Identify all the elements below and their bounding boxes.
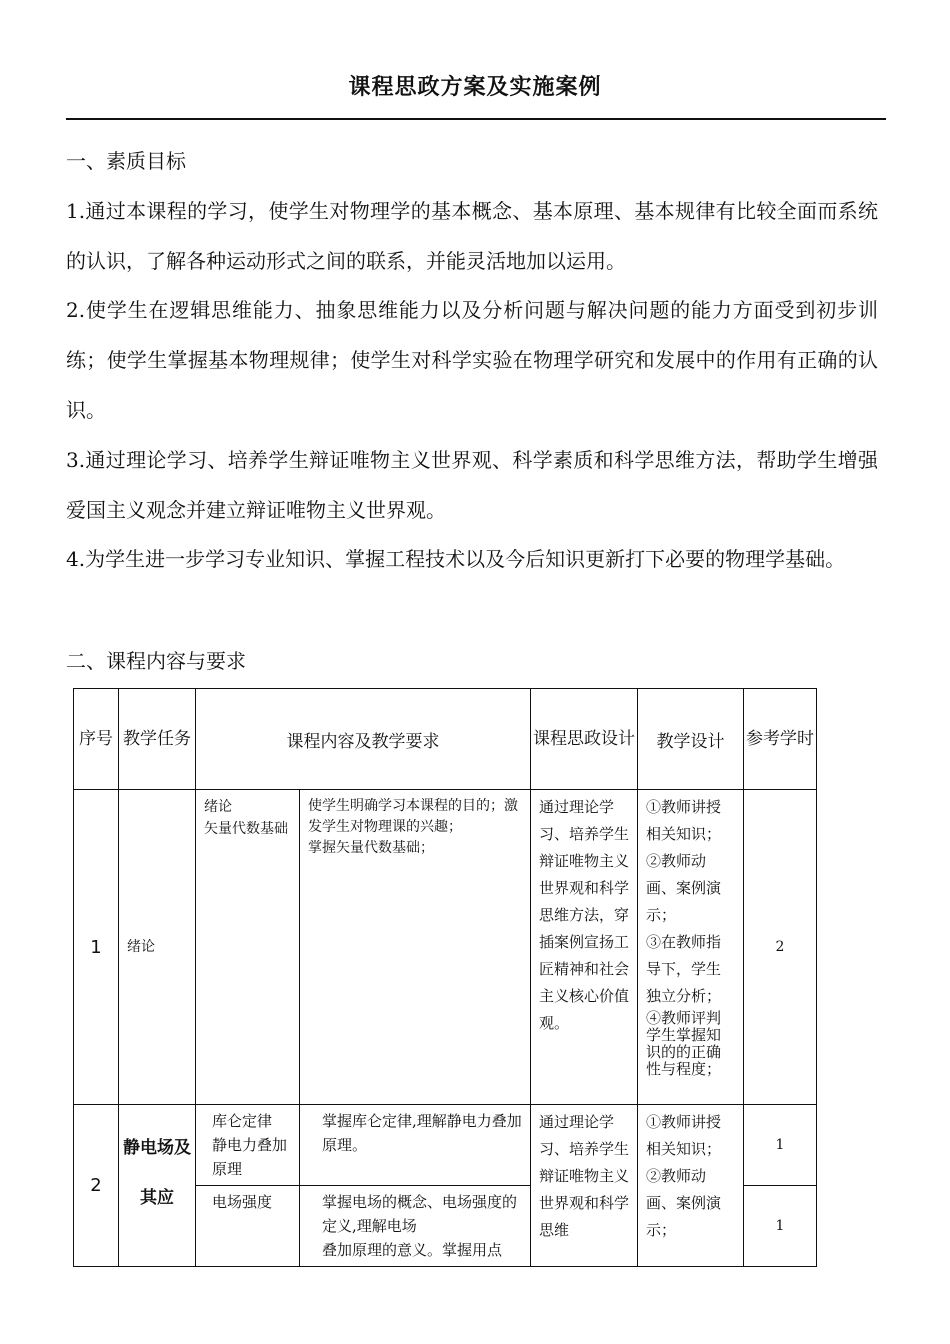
row1-requirement: 使学生明确学习本课程的目的；激发学生对物理课的兴趣； 掌握矢量代数基础； xyxy=(300,790,531,1105)
page-title: 课程思政方案及实施案例 xyxy=(348,75,602,100)
table-row xyxy=(74,790,817,1105)
row2-sub2-topic: 电场强度 xyxy=(196,1186,300,1267)
header-ideology: 课程思政设计 xyxy=(531,689,638,790)
row2-sub1-topic: 库仑定律 静电力叠加原理 xyxy=(196,1105,300,1186)
section2-heading: 二、课程内容与要求 xyxy=(66,649,246,673)
row2-task: 静电场及其应 xyxy=(119,1105,196,1267)
goal-item-1: 1.通过本课程的学习，使学生对物理学的基本概念、基本原理、基本规律有比较全面而系统的认识，了解各种运动形式之间的联系，并能灵活地加以运用。 xyxy=(66,199,878,273)
goal-item-3: 3.通过理论学习、培养学生辩证唯物主义世界观、科学素质和科学思维方法，帮助学生增强爱国主义观念并建立辩证唯物主义世界观。 xyxy=(66,448,878,522)
row1-design-step: ①教师讲授相关知识； xyxy=(646,798,722,843)
row2-sub2-hours: 1 xyxy=(744,1186,817,1267)
goal-item-2: 2.使学生在逻辑思维能力、抽象思维能力以及分析问题与解决问题的能力方面受到初步训练；使学生掌握基本物理规律；使学生对科学实验在物理学研究和发展中的作用有正确的认识。 xyxy=(66,298,878,422)
row2-design xyxy=(638,1105,744,1267)
row1-design-step: ④教师评判学生掌握知识的的正确性与程度； xyxy=(646,1009,722,1078)
row1-design xyxy=(638,790,744,1105)
row2-sub2-requirement: 掌握电场的概念、电场强度的定义,理解电场 叠加原理的意义。掌握用点 xyxy=(300,1186,531,1267)
header-hours: 参考学时 xyxy=(744,689,817,790)
header-design: 教学设计 xyxy=(638,689,744,790)
table-row xyxy=(74,1105,817,1186)
row1-design-step: ②教师动画、案例演示； xyxy=(646,852,722,924)
row1-hours: 2 xyxy=(744,790,817,1105)
row1-seq: 1 xyxy=(74,790,119,1105)
header-content: 课程内容及教学要求 xyxy=(196,689,531,790)
row2-ideology: 通过理论学习、培养学生辩证唯物主义世界观和科学思维 xyxy=(531,1105,638,1267)
row1-task: 绪论 xyxy=(119,790,196,1105)
row2-design-step: ②教师动画、案例演示； xyxy=(646,1167,722,1239)
row1-design-step: ③在教师指导下，学生独立分析； xyxy=(646,933,722,1005)
course-content-table xyxy=(73,688,817,1267)
row2-design-step: ①教师讲授相关知识； xyxy=(646,1113,722,1158)
table-header-row xyxy=(74,689,817,790)
row1-ideology: 通过理论学习、培养学生辩证唯物主义世界观和科学思维方法，穿插案例宣扬工匠精神和社会主义核心价值观。 xyxy=(531,790,638,1105)
section1-heading: 一、素质目标 xyxy=(66,149,186,173)
title-divider xyxy=(66,118,886,120)
header-seq: 序号 xyxy=(74,689,119,790)
row2-seq: 2 xyxy=(74,1105,119,1267)
goal-item-4: 4.为学生进一步学习专业知识、掌握工程技术以及今后知识更新打下必要的物理学基础。 xyxy=(66,547,846,571)
row2-sub1-requirement: 掌握库仑定律,理解静电力叠加原理。 xyxy=(300,1105,531,1186)
row1-topic: 绪论 矢量代数基础 xyxy=(196,790,300,1105)
header-task: 教学任务 xyxy=(119,689,196,790)
row2-sub1-hours: 1 xyxy=(744,1105,817,1186)
